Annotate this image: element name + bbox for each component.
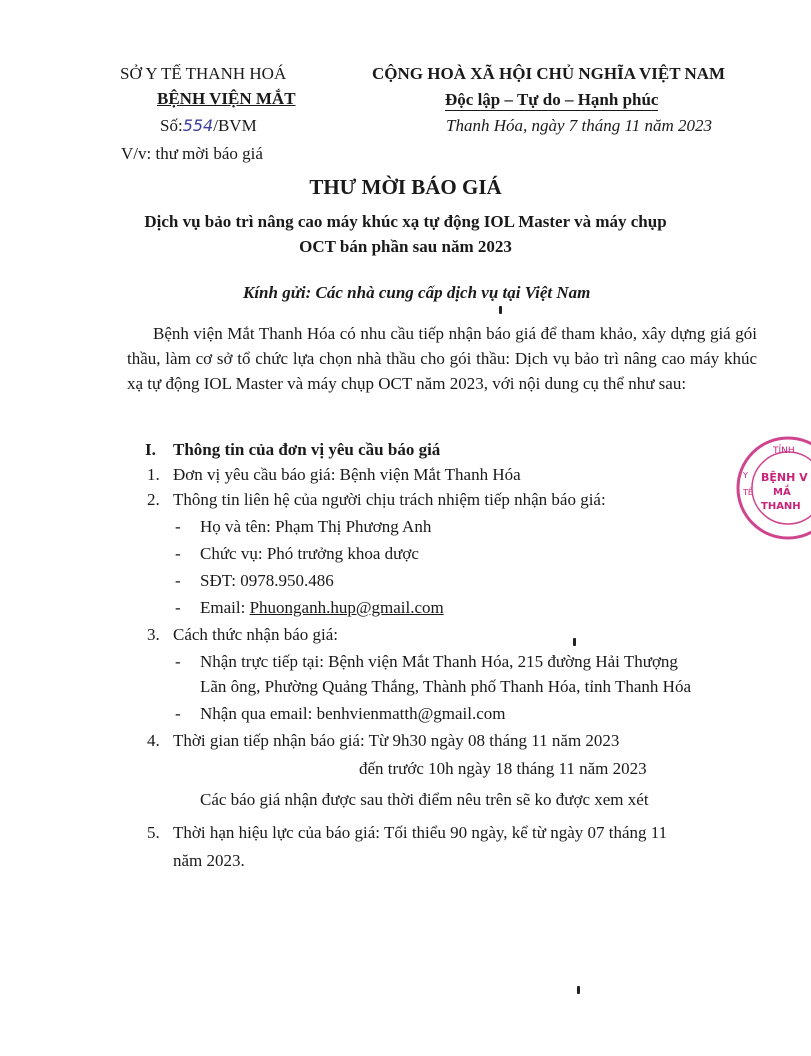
svg-text:TỈNH: TỈNH [773,446,795,456]
item-5-line1: Thời hạn hiệu lực của báo giá: Tối thiểu 90 ngày, kể từ ngày 07 tháng 11 [173,823,668,842]
item-4-line2: đến trước 10h ngày 18 tháng 11 năm 2023 [359,759,647,778]
item-1-number: 1. [147,465,160,484]
item-5-number: 5. [147,823,160,842]
item-4-note: Các báo giá nhận được sau thời điểm nêu trên sẽ ko được xem xét [200,790,649,809]
item-1-text: Đơn vị yêu cầu báo giá: Bệnh viện Mắt Thanh Hóa [173,465,521,484]
document-title: THƯ MỜI BÁO GIÁ [309,175,502,199]
direct-address-line1: Nhận trực tiếp tại: Bệnh viện Mắt Thanh Hóa, 215 đường Hải Thượng [200,652,678,671]
document-number [160,116,257,136]
contact-phone: SĐT: 0978.950.486 [200,571,334,590]
doc-number-prefix: Số: [160,116,183,135]
contact-email: Email: Phuonganh.hup@gmail.com [200,598,444,617]
intro-paragraph: Bệnh viện Mắt Thanh Hóa có nhu cầu tiếp nhận báo giá để tham khảo, xây dựng giá gói thầu, làm cơ sở tổ chức lựa chọn nhà thầu cho gói thầu: Dịch vụ bảo trì nâng cao máy khúc xạ tự động IOL Master và máy chụp OCT năm 2023, với nội dung cụ thể như sau: [127,324,757,393]
hospital-stamp-icon [733,433,811,543]
svg-text:THANH: THANH [761,501,801,512]
contact-position: Chức vụ: Phó trưởng khoa dược [200,544,419,563]
scan-speck [577,986,580,994]
bullet-dash: - [175,517,181,536]
item-3-text: Cách thức nhận báo giá: [173,625,338,644]
document-subtitle-line1: Dịch vụ bảo trì nâng cao máy khúc xạ tự động IOL Master và máy chụp [144,212,667,231]
section-heading: Thông tin của đơn vị yêu cầu báo giá [173,440,441,459]
direct-address-line2: Lãn ông, Phường Quảng Thắng, Thành phố Thanh Hóa, tỉnh Thanh Hóa [200,677,691,696]
bullet-dash: - [175,652,181,671]
scan-speck [573,638,576,646]
item-2-text: Thông tin liên hệ của người chịu trách nhiệm tiếp nhận báo giá: [173,490,606,509]
receive-email: Nhận qua email: benhvienmatth@gmail.com [200,704,506,723]
contact-email-link[interactable]: Phuonganh.hup@gmail.com [249,598,444,617]
item-4-line1: Thời gian tiếp nhận báo giá: Từ 9h30 ngày 08 tháng 11 năm 2023 [173,731,620,750]
item-5-line2: năm 2023. [173,851,245,870]
svg-text:BỆNH V: BỆNH V [761,471,808,484]
scan-speck [499,306,502,314]
country-name: CỘNG HOÀ XÃ HỘI CHỦ NGHĨA VIỆT NAM [372,64,726,83]
doc-number-suffix: /BVM [213,116,257,135]
svg-text:TẾ: TẾ [743,488,753,497]
header-org: SỞ Y TẾ THANH HOÁ [120,64,287,83]
item-2-number: 2. [147,490,160,509]
recipient-line: Kính gửi: Các nhà cung cấp dịch vụ tại Việt Nam [243,283,591,302]
bullet-dash: - [175,704,181,723]
item-4-number: 4. [147,731,160,750]
bullet-dash: - [175,571,181,590]
contact-name: Họ và tên: Phạm Thị Phương Anh [200,517,432,536]
header-unit: BỆNH VIỆN MẮT [157,89,296,108]
svg-text:Y: Y [743,471,748,480]
national-motto: Độc lập – Tự do – Hạnh phúc [445,90,659,109]
subject-line: V/v: thư mời báo giá [121,144,263,163]
section-numeral: I. [145,440,156,459]
doc-number-handwritten: 554 [182,116,214,135]
svg-text:MẮ: MẮ [773,487,791,498]
bullet-dash: - [175,598,181,617]
bullet-dash: - [175,544,181,563]
place-date: Thanh Hóa, ngày 7 tháng 11 năm 2023 [446,116,713,135]
document-subtitle-line2: OCT bán phần sau năm 2023 [299,237,512,256]
item-3-number: 3. [147,625,160,644]
